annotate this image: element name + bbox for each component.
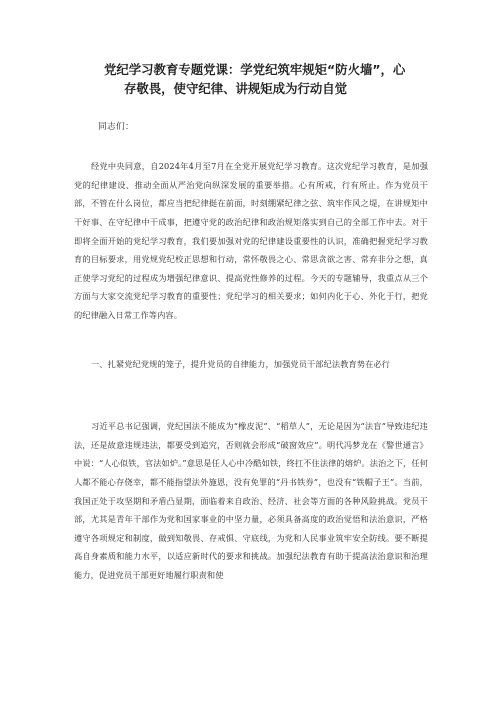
body-paragraph: 习近平总书记强调，党纪国法不能成为“橡皮泥”、“稻草人”，无论是因为“法盲”导致违纪违法，还是故意违规违法，都要受到追究，否则就会形成“破窗效应”。明代冯梦龙在《警世通言》中说：“人心似铁，官法如炉。”意思是任人心中冷酷如铁，终扛不住法律的熔炉。法治之下，任何人都不能心存侥幸，都不能指望法外施恩，没有免罪的“丹书铁券”，也没有“铁帽子王”。当前，我国正处于攻坚期和矛盾凸显期，面临着来自政治、经济、社会等方面的各种风险挑战。党员干部，尤其是青年干部作为党和国家事业的中坚力量，必须具备高度的政治觉悟和法治意识，严格遵守各项规定和制度，做到知敬畏、存戒惧、守底线，为党和人民事业筑牢安全防线。要不断提高自身素质和能力水平，以适应新时代的要求和挑战。加强纪法教育有助于提高法治意识和治理能力，促进党员干部更好地履行职责和使 xyxy=(74,421,428,580)
document-title xyxy=(104,60,434,98)
intro-paragraph: 经党中央同意，自2024年4月至7月在全党开展党纪学习教育。这次党纪学习教育，是加强党的纪律建设、推动全面从严治党向纵深发展的重要举措。心有所戒，行有所止。作为党员干部，不管在什么岗位，都应当把纪律挺在前面，时刻绷紧纪律之弦、筑牢作风之堤，在讲规矩中干好事、在守纪律中干成事，把遵守党的政治纪律和政治规矩落实到自己的全部工作中去。对于即将全面开始的党纪学习教育，我们要加强对党的纪律建设重要性的认识，准确把握党纪学习教育的目标要求，用党规党纪校正思想和行动，常怀敬畏之心、常思贪欲之害、常弃非分之想，真正使学习党纪的过程成为增强纪律意识、提高党性修养的过程。今天的专题辅导，我重点从三个方面与大家交流党纪学习教育的重要性；党纪学习的相关要求；如何内化于心、外化于行，把党的纪律融入日常工作等内容。 xyxy=(74,161,428,320)
title-line-1: 党纪学习教育专题党课：学党纪筑牢规矩“防火墙”，心 xyxy=(104,62,406,77)
section-heading: 一、扎紧党纪党规的笼子，提升党员的自律能力，加强党员干部纪法教育势在必行 xyxy=(91,359,391,370)
title-line-2: 存敬畏，使守纪律、讲规矩成为行动自觉 xyxy=(124,81,348,96)
salutation: 同志们： xyxy=(98,122,134,132)
